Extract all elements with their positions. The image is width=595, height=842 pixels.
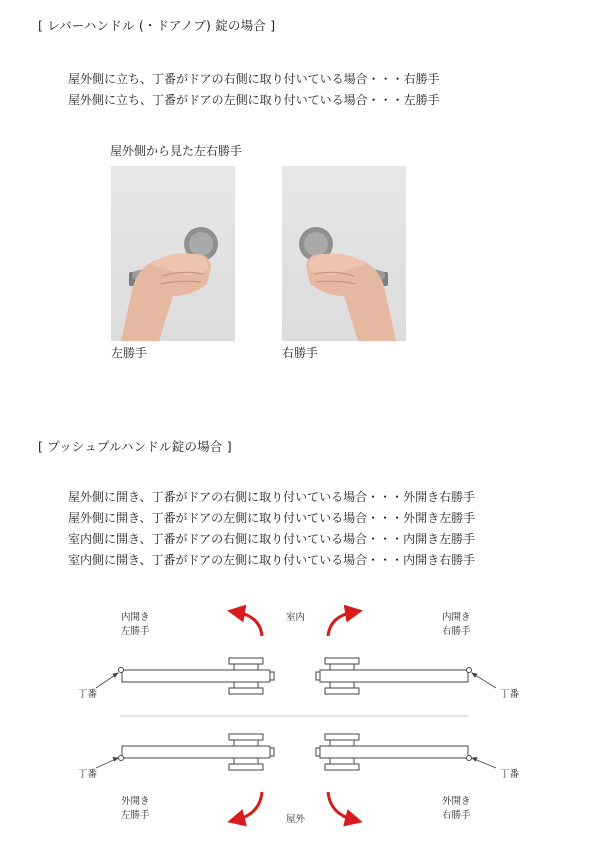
arrow-bottom-right (328, 792, 354, 820)
top-left-line-2: 左勝手 (121, 626, 150, 637)
hinge-label-top-right: 丁番 (500, 689, 520, 700)
lever-heading: [ レバーハンドル (・ドアノブ) 錠の場合 ] (38, 18, 276, 33)
hinge-label-bottom-right: 丁番 (500, 769, 520, 780)
lever-line-right: 屋外側に立ち、丁番がドアの右側に取り付いている場合・・・右勝手 (68, 72, 440, 86)
right-hand-photo (282, 166, 406, 341)
arrow-bottom-left (236, 792, 262, 820)
photo-title: 屋外側から見た左右勝手 (110, 144, 243, 158)
door-bottom-left (119, 734, 275, 770)
push-line-4: 室内側に開き、丁番がドアの左側に取り付いている場合・・・内開き右勝手 (68, 553, 476, 567)
top-right-line-2: 右勝手 (442, 626, 471, 637)
hinge-label-top-left: 丁番 (78, 689, 98, 700)
top-right-line-1: 内開き (442, 612, 471, 623)
label-indoor: 室内 (286, 612, 306, 623)
bottom-left-line-1: 外開き (121, 796, 150, 807)
lever-line-left: 屋外側に立ち、丁番がドアの左側に取り付いている場合・・・左勝手 (68, 93, 440, 107)
bottom-right-line-2: 右勝手 (442, 810, 471, 821)
push-line-2: 屋外側に開き、丁番がドアの左側に取り付いている場合・・・外開き左勝手 (68, 511, 476, 525)
hinge-label-bottom-left: 丁番 (78, 769, 98, 780)
arrow-top-right (328, 612, 354, 636)
push-line-1: 屋外側に開き、丁番がドアの右側に取り付いている場合・・・外開き右勝手 (68, 490, 476, 504)
push-heading: [ プッシュプルハンドル錠の場合 ] (38, 439, 232, 454)
right-hand-caption: 右勝手 (282, 346, 319, 360)
top-left-line-1: 内開き (121, 612, 150, 623)
bottom-left-line-2: 左勝手 (121, 810, 150, 821)
door-top-right (316, 658, 472, 694)
arrow-top-left (236, 612, 262, 636)
left-hand-caption: 左勝手 (111, 346, 148, 360)
door-swing-diagram (0, 600, 595, 842)
door-bottom-right (316, 734, 472, 770)
bottom-right-line-1: 外開き (442, 796, 471, 807)
push-line-3: 室内側に開き、丁番がドアの右側に取り付いている場合・・・内開き左勝手 (68, 532, 476, 546)
label-outdoor: 屋外 (286, 814, 306, 825)
door-top-left (119, 658, 275, 694)
left-hand-photo (111, 166, 235, 341)
